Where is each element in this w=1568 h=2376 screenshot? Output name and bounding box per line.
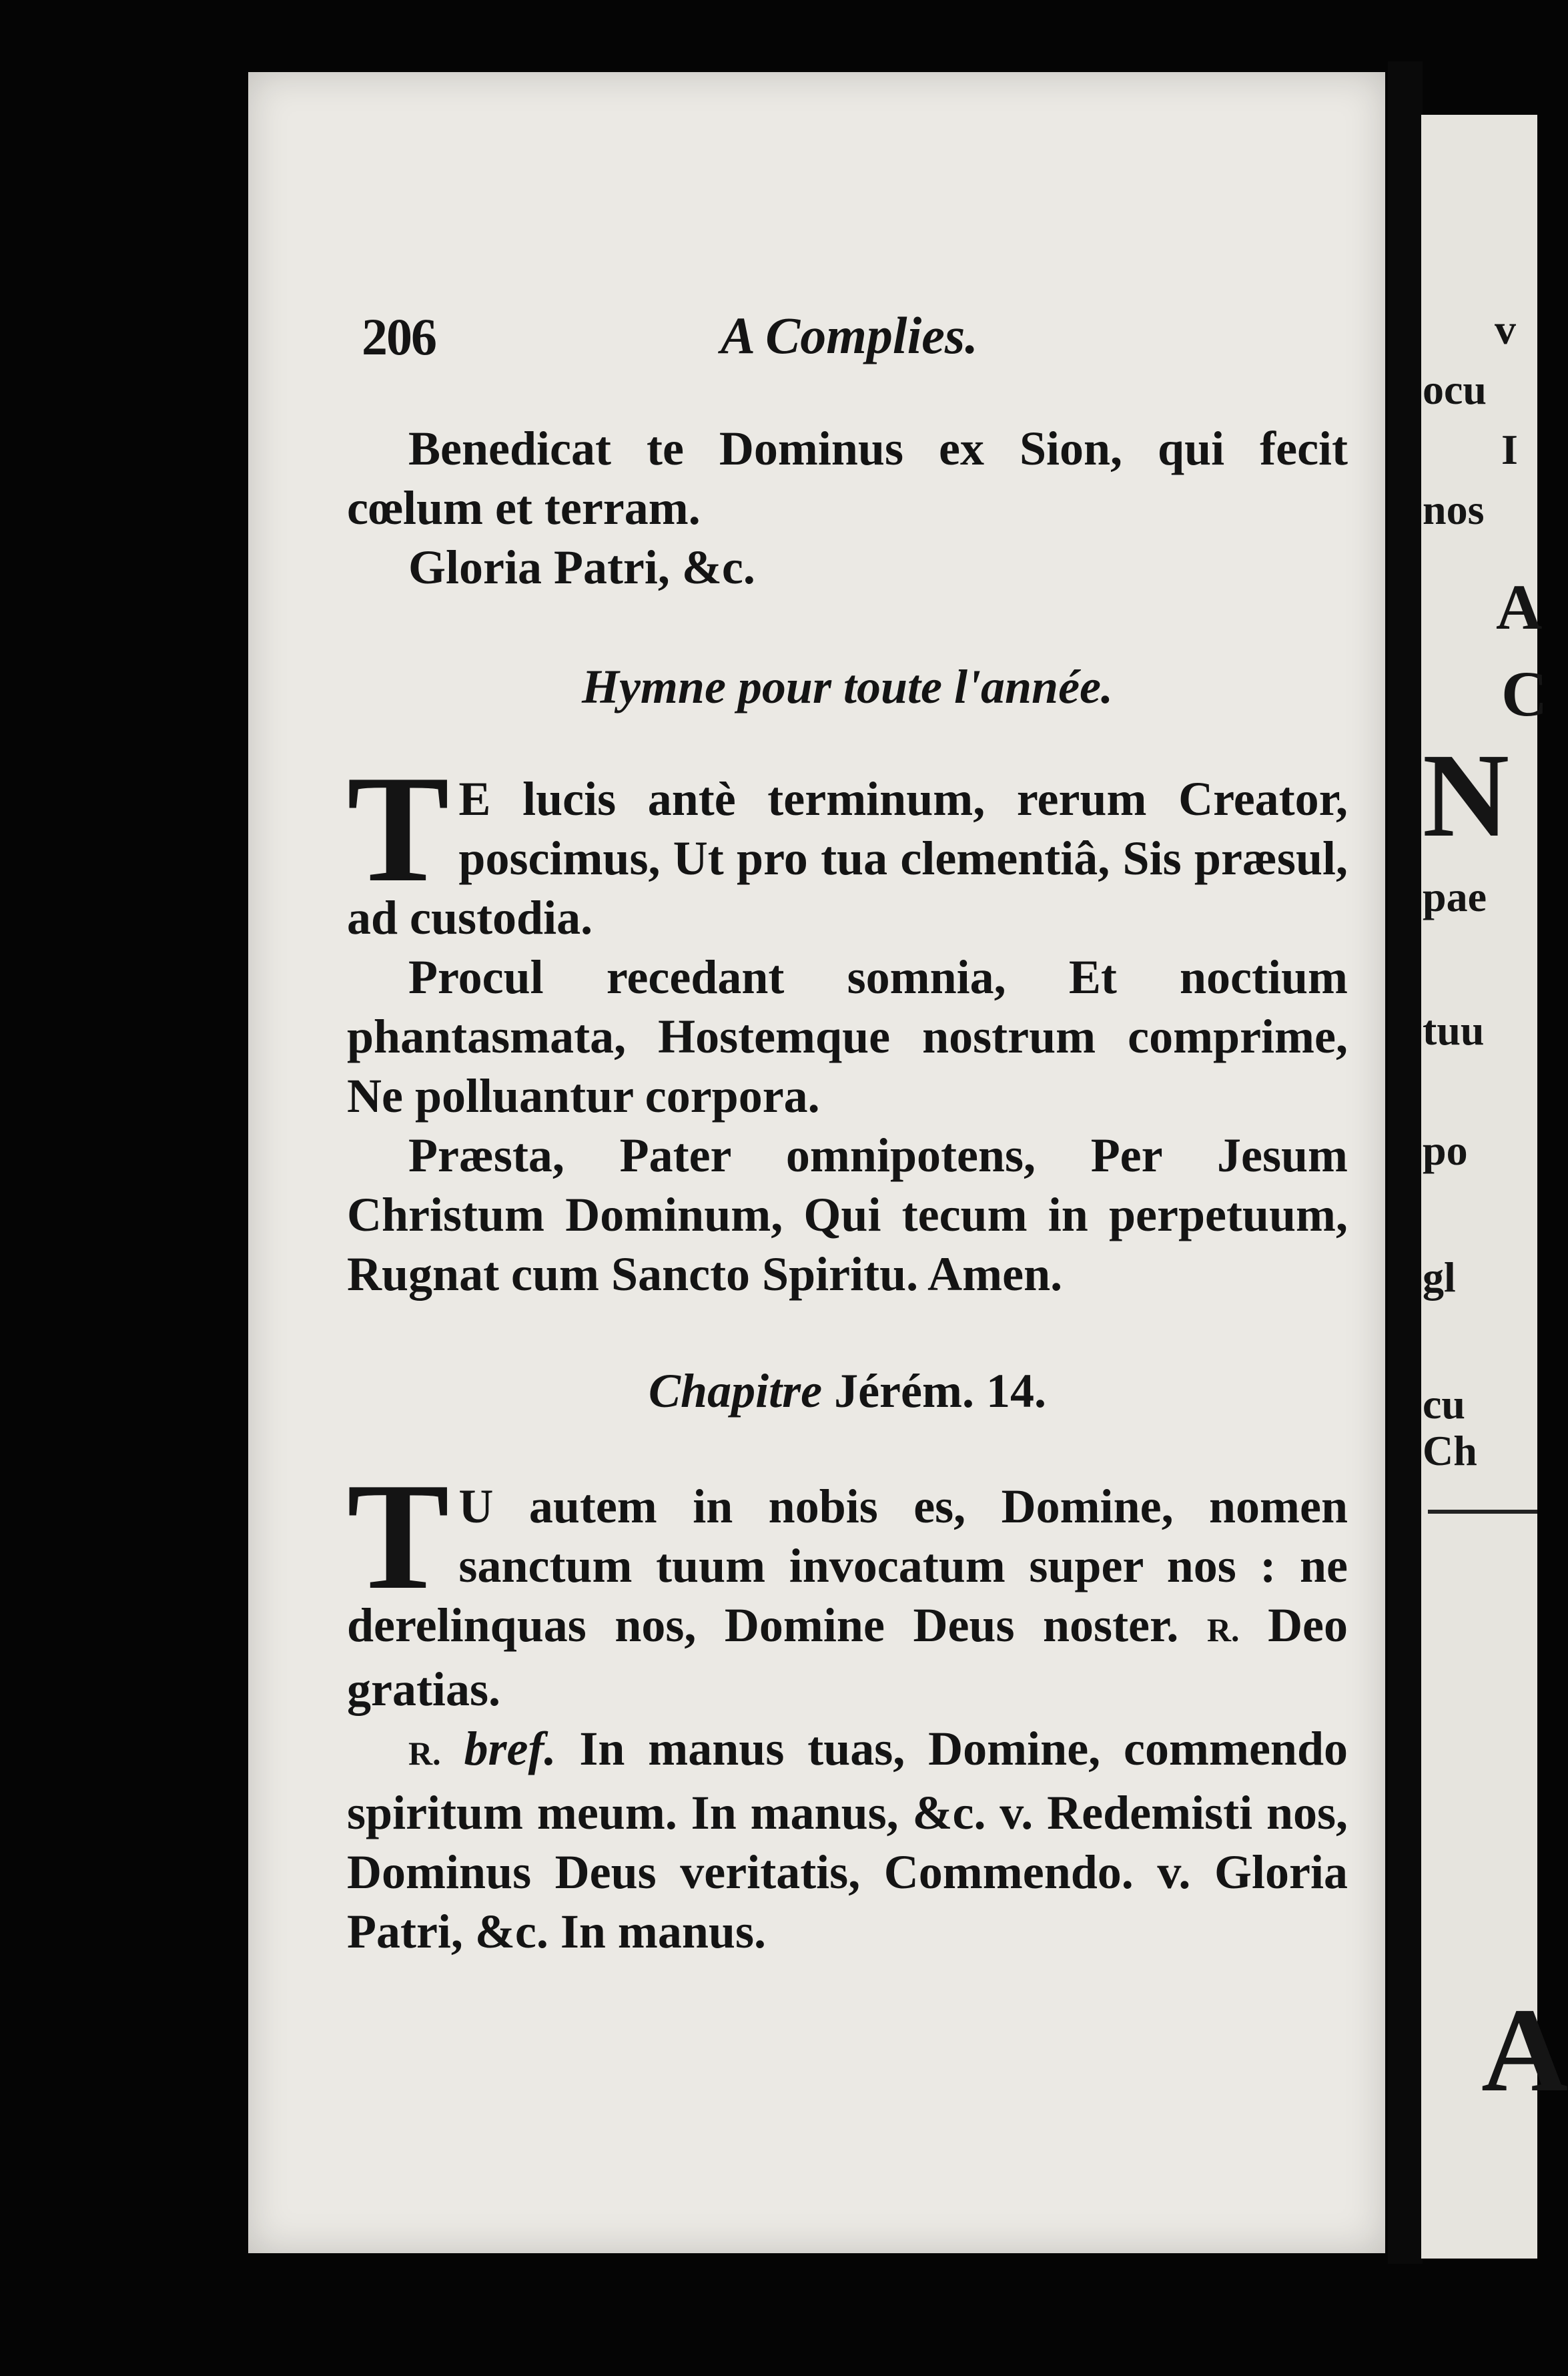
bref-label: bref. <box>464 1722 556 1775</box>
facing-fragment: nos <box>1423 486 1485 533</box>
facing-fragment: A <box>1481 1984 1568 2116</box>
facing-fragment: cu <box>1423 1380 1465 1428</box>
chapter-text <box>347 1451 1348 1962</box>
book-page <box>248 72 1385 2253</box>
hymn-heading: Hymne pour toute l'année. <box>581 660 1114 713</box>
psalm-verse: Benedicat te Dominus ex Sion, qui fecit cœlum et terram. <box>347 422 1348 535</box>
facing-rule <box>1428 1510 1537 1514</box>
facing-fragment: Ch <box>1423 1427 1477 1474</box>
gloria-line: Gloria Patri, &c. <box>408 541 755 594</box>
short-responsory <box>347 1719 1348 1962</box>
running-title: A Complies. <box>721 306 978 364</box>
chapter-dropcap: T <box>347 1451 450 1621</box>
facing-fragment: tuu <box>1423 1006 1485 1054</box>
chapter-paragraph <box>347 1451 1348 1719</box>
hymn-stanza-1 <box>347 744 1348 948</box>
bref-text: In manus tuas, Domine, commendo spiritum meum. In manus, &c. v. Redemisti nos, Dominus Deus veritatis, Commendo. v. Gloria Patri, &c. In manus. <box>347 1722 1348 1958</box>
hymn-stanza-1-text: E lucis antè terminum, rerum Creator, poscimus, Ut pro tua clementiâ, Sis præsul, ad custodia. <box>347 772 1348 944</box>
facing-fragment: pae <box>1423 873 1487 920</box>
response-text: Deo gratias. <box>347 1598 1348 1716</box>
psalm-ending <box>347 419 1348 597</box>
facing-fragment: A <box>1496 571 1543 643</box>
hymn-stanza-3: Præsta, Pater omnipotens, Per Jesum Christum Dominum, Qui tecum in perpetuum, Rugnat cum Sancto Spiritu. Amen. <box>347 1129 1348 1301</box>
book-gutter <box>1388 61 1423 2264</box>
bref-mark: R. <box>408 1735 441 1772</box>
facing-fragment: C <box>1501 658 1548 729</box>
chapter-heading <box>347 1364 1348 1419</box>
page-header <box>362 232 1282 386</box>
facing-fragment: ocu <box>1423 366 1487 413</box>
facing-page <box>1421 115 1568 2259</box>
hymn-text <box>347 744 1348 1304</box>
facing-fragment: gl <box>1423 1253 1456 1301</box>
hymn-dropcap: T <box>347 744 450 914</box>
page-number: 206 <box>362 308 436 366</box>
facing-fragment: I <box>1501 426 1518 473</box>
hymn-stanza-2: Procul recedant somnia, Et noctium phantasmata, Hostemque nostrum comprime, Ne polluantur corpora. <box>347 950 1348 1123</box>
chapter-heading-label: Chapitre <box>649 1364 823 1418</box>
chapter-heading-ref: Jérém. 14. <box>834 1364 1046 1418</box>
facing-fragment: po <box>1423 1127 1468 1174</box>
facing-fragment: N <box>1423 729 1509 862</box>
facing-fragment: v <box>1495 306 1516 353</box>
response-mark: R. <box>1206 1611 1240 1649</box>
chapter-body: U autem in nobis es, Domine, nomen sanctum tuum invocatum super nos : ne derelinquas nos, Domine Deus noster. <box>347 1480 1348 1652</box>
